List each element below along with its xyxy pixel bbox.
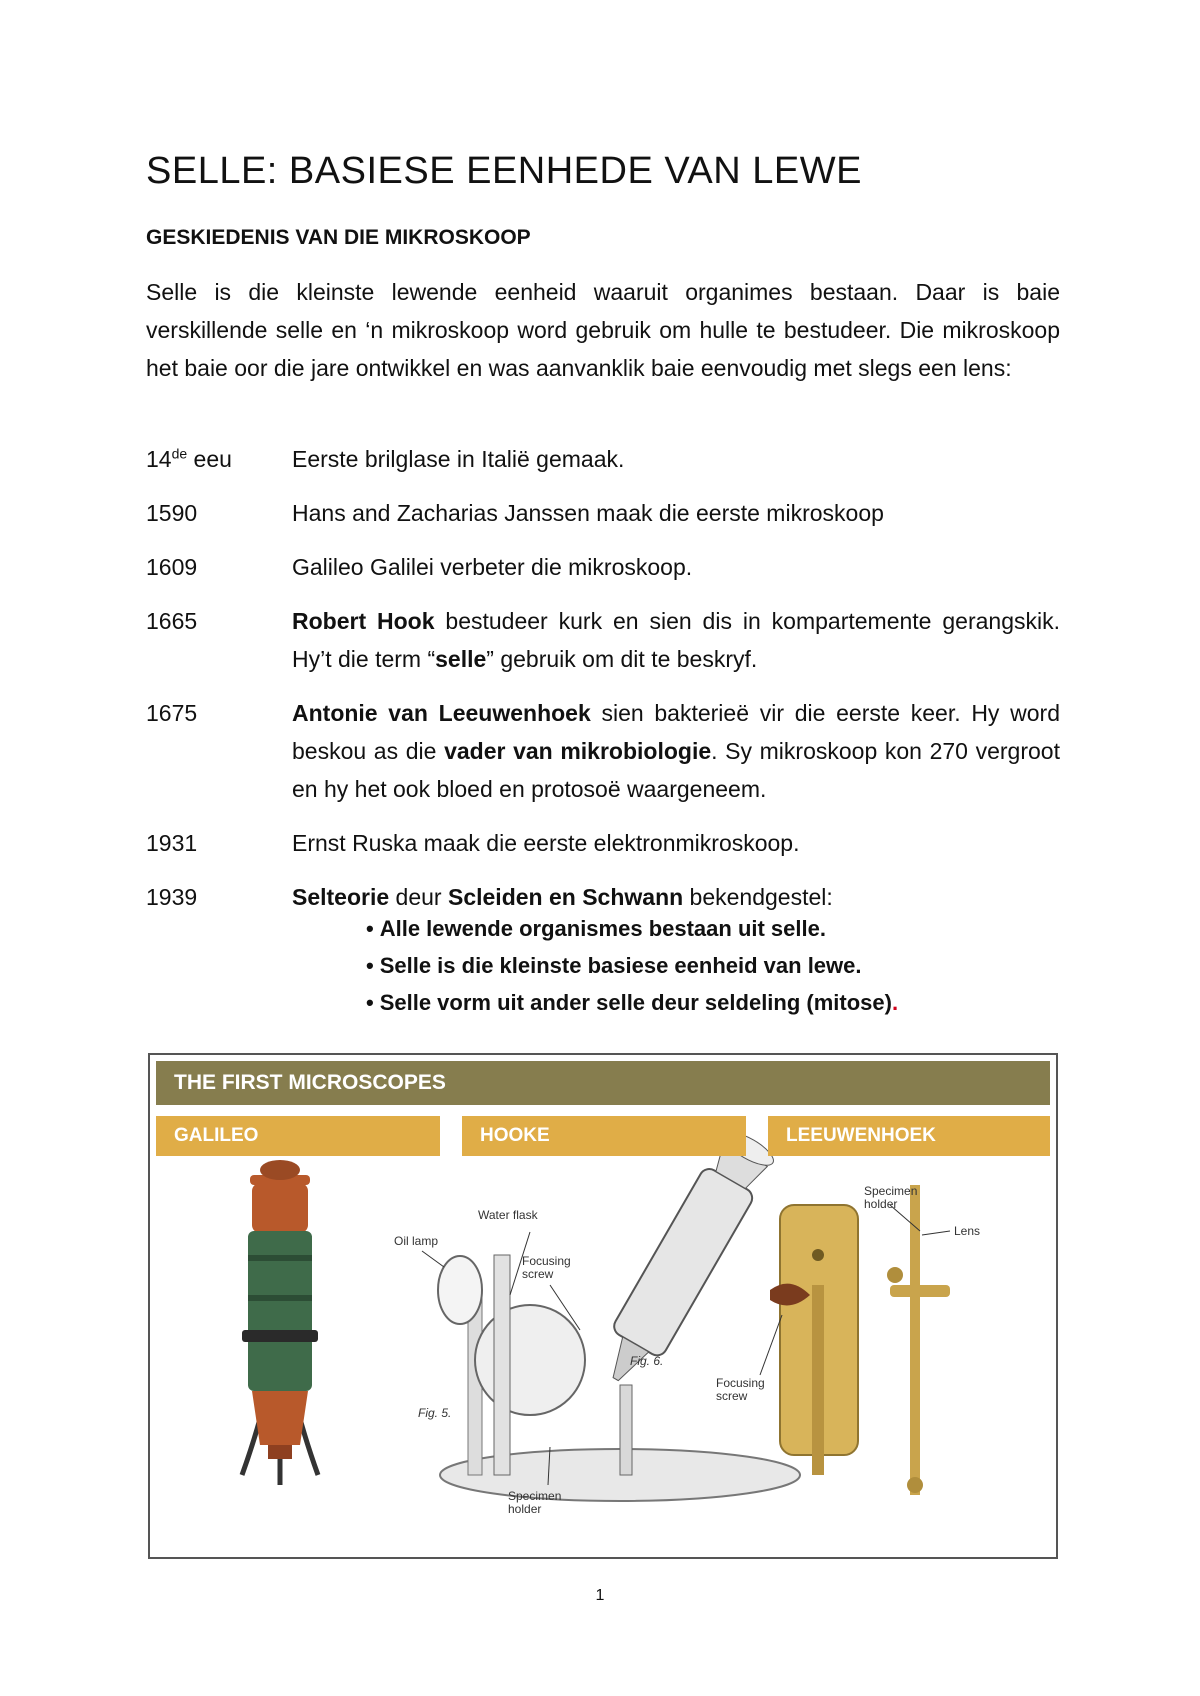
timeline-year: 1609 — [146, 554, 198, 580]
cell-theory-list — [366, 910, 898, 1021]
label-specimen-holder: Specimen — [864, 1184, 918, 1198]
microscopes-figure — [148, 1053, 1058, 1559]
label-lens: Lens — [954, 1224, 981, 1238]
section-heading: GESKIEDENIS VAN DIE MIKROSKOOP — [146, 226, 531, 249]
timeline-text: Hans and Zacharias Janssen maak die eerste mikroskoop — [292, 500, 884, 526]
timeline-year: 1931 — [146, 830, 198, 856]
timeline-year: 1939 — [146, 884, 198, 910]
timeline — [146, 440, 1060, 932]
timeline-row — [146, 824, 1060, 862]
label-water-flask: Water flask — [478, 1208, 538, 1222]
figure-heading: THE FIRST MICROSCOPES — [156, 1061, 1050, 1105]
panel-heading-galileo: GALILEO — [156, 1116, 440, 1156]
label-fig-6: Fig. 6. — [630, 1354, 664, 1368]
intro-paragraph: Selle is die kleinste lewende eenheid waaruit organimes bestaan. Daar is baie verskillende selle en ‘n mikroskoop word gebruik om hulle te bestudeer. Die mikroskoop het baie oor die jare ontwikkel en was aanvanklik baie eenvoudig met slegs een lens: — [146, 279, 1060, 381]
page-number: 1 — [595, 1587, 605, 1604]
timeline-text: Robert Hook bestudeer kurk en sien dis in kompartemente gerangskik. Hy’t die term “selle” gebruik om dit te beskryf. — [292, 608, 1060, 672]
timeline-row — [146, 548, 1060, 586]
timeline-text: Selteorie deur Scleiden en Schwann bekendgestel: — [292, 884, 833, 910]
timeline-year: 1590 — [146, 500, 198, 526]
timeline-text: Antonie van Leeuwenhoek sien bakterieë vir die eerste keer. Hy word beskou as die vader van mikrobiologie. Sy mikroskoop kon 270 vergroot en hy het ook bloed en protosoë waargeneem. — [292, 700, 1060, 802]
label-specimen-holder: Specimen — [508, 1489, 562, 1503]
timeline-row — [146, 694, 1060, 808]
panel-heading-leeuwenhoek: LEEUWENHOEK — [768, 1116, 1050, 1156]
list-item: • Alle lewende organismes bestaan uit selle. — [366, 910, 898, 947]
timeline-text: Eerste brilglase in Italië gemaak. — [292, 446, 625, 472]
label-specimen-holder-2: holder — [864, 1197, 898, 1211]
label-fig-5: Fig. 5. — [418, 1406, 452, 1420]
label-specimen-holder-2: holder — [508, 1502, 542, 1516]
timeline-year: 1665 — [146, 608, 198, 634]
leeuwenhoek-microscope-image — [716, 1184, 980, 1495]
galileo-microscope-image — [242, 1160, 318, 1485]
timeline-text: Galileo Galilei verbeter die mikroskoop. — [292, 554, 693, 580]
label-focusing-screw: Focusing — [716, 1376, 765, 1390]
timeline-text: Ernst Ruska maak die eerste elektronmikroskoop. — [292, 830, 800, 856]
timeline-row — [146, 440, 1060, 478]
panel-heading-hooke: HOOKE — [462, 1116, 746, 1156]
label-focusing-screw-2: screw — [522, 1267, 554, 1281]
label-focusing-screw: Focusing — [522, 1254, 571, 1268]
hooke-microscope-image — [394, 1126, 800, 1516]
page-title: SELLE: BASIESE EENHEDE VAN LEWE — [146, 150, 862, 192]
list-item: • Selle is die kleinste basiese eenheid van lewe. — [366, 947, 898, 984]
timeline-year: 1675 — [146, 700, 198, 726]
label-oil-lamp: Oil lamp — [394, 1234, 439, 1248]
timeline-row — [146, 602, 1060, 678]
list-item: • Selle vorm uit ander selle deur seldeling (mitose). — [366, 984, 898, 1021]
timeline-year: 14de eeu — [146, 445, 232, 472]
label-focusing-screw-2: screw — [716, 1389, 748, 1403]
timeline-row — [146, 494, 1060, 532]
